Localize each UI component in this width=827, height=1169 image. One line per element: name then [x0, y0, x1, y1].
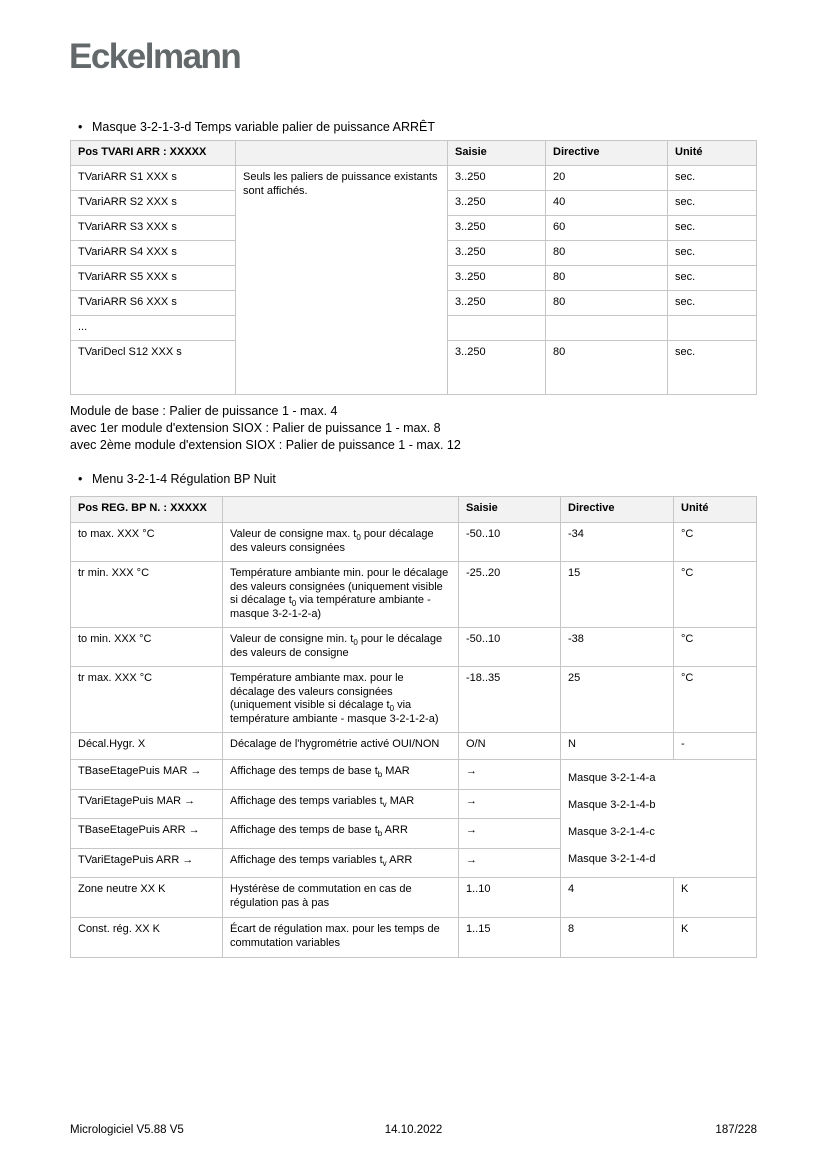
cell-unite: sec. — [668, 216, 757, 241]
t2-merged-masques-cell — [561, 760, 757, 878]
cell-saisie: 3..250 — [448, 291, 546, 316]
cell-pos: TBaseEtagePuis MAR → — [71, 760, 223, 790]
t2-header-empty — [223, 497, 459, 523]
cell-desc: Décalage de l'hygrométrie activé OUI/NON — [223, 733, 459, 760]
bullet-icon: • — [78, 472, 83, 486]
cell-unite: sec. — [668, 166, 757, 191]
cell-pos: Const. rég. XX K — [71, 918, 223, 958]
cell-directive: 4 — [561, 878, 674, 918]
cell-saisie: → — [459, 789, 561, 819]
cell-saisie: 3..250 — [448, 241, 546, 266]
cell-directive: 15 — [561, 562, 674, 628]
table-row — [71, 562, 757, 628]
table-row — [71, 667, 757, 733]
cell-pos: TVariARR S6 XXX s — [71, 291, 236, 316]
cell-pos: ... — [71, 316, 236, 341]
cell-saisie: O/N — [459, 733, 561, 760]
t1-header-directive: Directive — [546, 141, 668, 166]
cell-saisie: 3..250 — [448, 166, 546, 191]
cell-saisie: -50..10 — [459, 523, 561, 562]
cell-pos: TVariEtagePuis MAR → — [71, 789, 223, 819]
cell-pos: tr max. XXX °C — [71, 667, 223, 733]
t2-header-pos: Pos REG. BP N. : XXXXX — [71, 497, 223, 523]
cell-unite: °C — [674, 628, 757, 667]
cell-desc: Affichage des temps variables $t_v$ MAR — [223, 789, 459, 819]
table-row — [71, 523, 757, 562]
cell-pos: Zone neutre XX K — [71, 878, 223, 918]
table-row — [71, 733, 757, 760]
cell-unite: - — [674, 733, 757, 760]
cell-pos: TVariDecl S12 XXX s — [71, 341, 236, 395]
eckelmann-logo: Eckelmann — [69, 37, 241, 76]
t1-header-unite: Unité — [668, 141, 757, 166]
cell-saisie: → — [459, 848, 561, 878]
masque-link-b: Masque 3-2-1-4-b — [568, 799, 656, 811]
cell-pos: to min. XXX °C — [71, 628, 223, 667]
cell-directive: 80 — [546, 291, 668, 316]
cell-pos: TVariARR S4 XXX s — [71, 241, 236, 266]
t1-header-saisie: Saisie — [448, 141, 546, 166]
cell-saisie: → — [459, 819, 561, 849]
cell-unite: sec. — [668, 266, 757, 291]
section2-heading-text: Menu 3-2-1-4 Régulation BP Nuit — [92, 472, 276, 486]
cell-desc: Hystérèse de commutation en cas de régulation pas à pas — [223, 878, 459, 918]
t1-header-pos: Pos TVARI ARR : XXXXX — [71, 141, 236, 166]
cell-pos: Décal.Hygr. X — [71, 733, 223, 760]
t2-header-unite: Unité — [674, 497, 757, 523]
cell-saisie: 3..250 — [448, 266, 546, 291]
t1-header-row — [71, 141, 757, 166]
t2-header-saisie: Saisie — [459, 497, 561, 523]
cell-directive: 40 — [546, 191, 668, 216]
t2-header-row — [71, 497, 757, 523]
cell-pos: TVariARR S3 XXX s — [71, 216, 236, 241]
cell-pos: TVariEtagePuis ARR → — [71, 848, 223, 878]
module-notes — [70, 403, 461, 454]
cell-directive: 60 — [546, 216, 668, 241]
table-row — [71, 760, 757, 790]
subscript: 0 — [389, 704, 395, 714]
cell-saisie: 3..250 — [448, 191, 546, 216]
table-reg-bp-nuit — [70, 496, 757, 958]
t1-merged-note-cell: Seuls les paliers de puissance existants sont affichés. — [236, 166, 448, 395]
cell-saisie: -18..35 — [459, 667, 561, 733]
table-row — [71, 918, 757, 958]
cell-directive: 80 — [546, 341, 668, 395]
cell-desc: Valeur de consigne min. $t_0$ pour le décalage des valeurs de consigne — [223, 628, 459, 667]
cell-unite: sec. — [668, 241, 757, 266]
cell-pos: TVariARR S2 XXX s — [71, 191, 236, 216]
cell-directive: 25 — [561, 667, 674, 733]
masque-link-c: Masque 3-2-1-4-c — [568, 826, 655, 838]
cell-unite: °C — [674, 523, 757, 562]
subscript: b — [377, 829, 383, 839]
cell-pos: TVariARR S1 XXX s — [71, 166, 236, 191]
cell-desc: Affichage des temps variables $t_v$ ARR — [223, 848, 459, 878]
cell-desc: Valeur de consigne max. $t_0$ pour décalage des valeurs consignées — [223, 523, 459, 562]
cell-saisie: 1..10 — [459, 878, 561, 918]
masque-link-a: Masque 3-2-1-4-a — [568, 772, 656, 784]
subscript: b — [377, 770, 383, 780]
cell-pos: to max. XXX °C — [71, 523, 223, 562]
cell-saisie: 3..250 — [448, 341, 546, 395]
cell-unite: sec. — [668, 291, 757, 316]
table-row — [71, 166, 757, 191]
subscript: 0 — [353, 638, 358, 648]
cell-unite: K — [674, 878, 757, 918]
cell-desc: Écart de régulation max. pour les temps de commutation variables — [223, 918, 459, 958]
page-footer — [70, 1124, 757, 1140]
cell-desc: Affichage des temps de base $t_b$ ARR — [223, 819, 459, 849]
section2-heading — [78, 472, 276, 487]
cell-unite — [668, 316, 757, 341]
table-row — [71, 878, 757, 918]
t2-header-directive: Directive — [561, 497, 674, 523]
t1-header-empty — [236, 141, 448, 166]
subscript: 0 — [356, 533, 361, 543]
cell-directive — [546, 316, 668, 341]
subscript: 0 — [291, 599, 297, 609]
cell-desc: Température ambiante min. pour le décalage des valeurs consignées (uniquement visible si décalage $t_0$ via température ambiante - masque 3-2-1-2-a) — [223, 562, 459, 628]
cell-pos: TBaseEtagePuis ARR → — [71, 819, 223, 849]
cell-directive: 80 — [546, 266, 668, 291]
subscript: v — [382, 799, 387, 809]
cell-pos: TVariARR S5 XXX s — [71, 266, 236, 291]
cell-unite: °C — [674, 562, 757, 628]
cell-desc: Température ambiante max. pour le décalage des valeurs consignées (uniquement visible si décalage $t_0$ via température ambiante - masque 3-2-1-2-a) — [223, 667, 459, 733]
table-row — [71, 628, 757, 667]
cell-pos: tr min. XXX °C — [71, 562, 223, 628]
footer-date: 14.10.2022 — [384, 1124, 443, 1136]
cell-saisie: 3..250 — [448, 216, 546, 241]
cell-unite: K — [674, 918, 757, 958]
note-line-3: avec 2ème module d'extension SIOX : Palier de puissance 1 - max. 12 — [70, 438, 461, 452]
cell-saisie: -50..10 — [459, 628, 561, 667]
cell-unite: °C — [674, 667, 757, 733]
section1-heading — [78, 120, 435, 135]
section1-heading-text: Masque 3-2-1-3-d Temps variable palier de puissance ARRÊT — [92, 120, 435, 134]
cell-unite: sec. — [668, 341, 757, 395]
cell-directive: N — [561, 733, 674, 760]
subscript: v — [382, 858, 387, 868]
cell-saisie — [448, 316, 546, 341]
cell-directive: 80 — [546, 241, 668, 266]
cell-saisie: → — [459, 760, 561, 790]
cell-saisie: -25..20 — [459, 562, 561, 628]
cell-directive: -38 — [561, 628, 674, 667]
table-tvari-arr — [70, 140, 757, 395]
cell-saisie: 1..15 — [459, 918, 561, 958]
footer-firmware-version: Micrologiciel V5.88 V5 — [70, 1124, 184, 1136]
masque-link-d: Masque 3-2-1-4-d — [568, 853, 656, 865]
cell-unite: sec. — [668, 191, 757, 216]
cell-directive: 20 — [546, 166, 668, 191]
cell-directive: 8 — [561, 918, 674, 958]
note-line-2: avec 1er module d'extension SIOX : Palier de puissance 1 - max. 8 — [70, 421, 441, 435]
cell-desc: Affichage des temps de base $t_b$ MAR — [223, 760, 459, 790]
cell-directive: -34 — [561, 523, 674, 562]
footer-page-number: 187/228 — [715, 1124, 757, 1136]
bullet-icon: • — [78, 120, 83, 134]
note-line-1: Module de base : Palier de puissance 1 - max. 4 — [70, 404, 338, 418]
